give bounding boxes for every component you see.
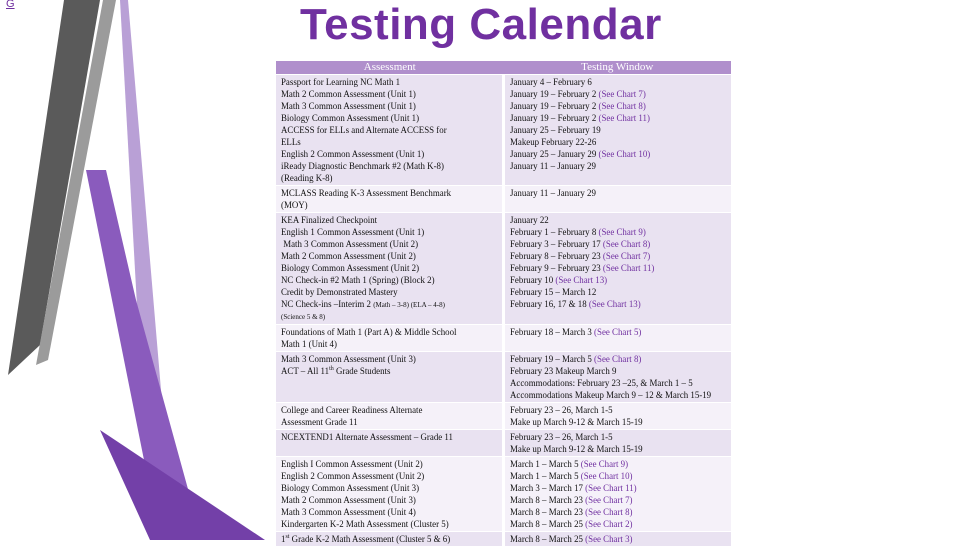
window-dates: January 11 – January 29	[510, 188, 596, 198]
chart-reference: (See Chart 7)	[585, 495, 633, 505]
chart-reference: (See Chart 7)	[602, 251, 651, 261]
window-line	[510, 136, 727, 148]
assessment-name: Math 3 Common Assessment (Unit 2)	[281, 239, 419, 249]
window-dates: February 23 – 26, March 1-5	[510, 405, 613, 415]
decorative-swoosh-graphic	[0, 0, 270, 540]
first-grade-line	[281, 533, 498, 545]
table-row	[276, 213, 731, 325]
window-cell	[504, 403, 732, 430]
window-dates: March 8 – March 25	[510, 534, 586, 544]
window-dates: February 8 – February 23	[510, 251, 603, 261]
chart-reference: (See Chart 11)	[598, 113, 650, 123]
assessment-name: Assessment Grade 11	[281, 417, 358, 427]
assessment-name: College and Career Readiness Alternate	[281, 405, 423, 415]
window-dates: January 4 – February 6	[510, 77, 592, 87]
assessment-name: Passport for Learning NC Math 1	[281, 77, 401, 87]
window-cell	[504, 213, 732, 325]
assessment-name: English 2 Common Assessment (Unit 2)	[281, 471, 425, 481]
chart-reference: (See Chart 10)	[580, 471, 633, 481]
window-line	[510, 326, 727, 338]
window-line	[510, 404, 727, 416]
chart-reference: (See Chart 5)	[594, 327, 642, 337]
window-line	[510, 214, 727, 226]
window-cell	[504, 430, 732, 457]
chart-reference: (See Chart 8)	[598, 101, 646, 111]
window-line	[510, 298, 727, 310]
window-dates: January 11 – January 29	[510, 161, 596, 171]
window-line	[510, 187, 727, 199]
window-line	[510, 518, 727, 530]
window-dates: Make up March 9-12 & March 15-19	[510, 444, 643, 454]
window-line	[510, 365, 727, 377]
chart-reference: (See Chart 8)	[594, 354, 642, 364]
table-row	[276, 352, 731, 403]
assessment-name: Biology Common Assessment (Unit 3)	[281, 483, 420, 493]
chart-reference: (See Chart 3)	[585, 534, 633, 544]
window-dates: January 25 – January 29	[510, 149, 599, 159]
table-row	[276, 457, 731, 532]
window-dates: January 22	[510, 215, 549, 225]
assessment-name: Biology Common Assessment (Unit 1)	[281, 113, 420, 123]
window-line	[510, 443, 727, 455]
window-line	[510, 148, 727, 160]
window-dates: January 19 – February 2	[510, 89, 599, 99]
assessment-cell	[276, 75, 504, 186]
assessment-name: Foundations of Math 1 (Part A) & Middle School	[281, 327, 457, 337]
window-line	[510, 494, 727, 506]
assessment-name: MCLASS Reading K-3 Assessment Benchmark	[281, 188, 452, 198]
assessment-name: Math 2 Common Assessment (Unit 1)	[281, 89, 416, 99]
act-title: ACT – All 11	[281, 366, 330, 376]
window-dates: Make up March 9-12 & March 15-19	[510, 417, 643, 427]
window-line	[510, 250, 727, 262]
window-cell	[504, 532, 732, 547]
first-grade-rest: Grade K-2 Math Assessment (Cluster 5 & 6)	[289, 534, 451, 544]
assessment-name: NC Check-in #2 Math 1 (Spring) (Block 2)	[281, 275, 435, 285]
assessment-name: ACCESS for ELLs and Alternate ACCESS for	[281, 125, 447, 135]
table-header-row	[276, 61, 731, 75]
window-cell	[504, 186, 732, 213]
page-title: Testing Calendar	[300, 0, 662, 49]
assessment-name: Math 3 Common Assessment (Unit 4)	[281, 507, 416, 517]
assessment-name: (MOY)	[281, 200, 308, 210]
chart-reference: (See Chart 10)	[598, 149, 651, 159]
chart-reference: (See Chart 13)	[588, 299, 641, 309]
window-cell	[504, 352, 732, 403]
window-line	[510, 100, 727, 112]
assessment-name: English 1 Common Assessment (Unit 1)	[281, 227, 425, 237]
window-dates: March 3 – March 17	[510, 483, 586, 493]
assessment-name: Math 3 Common Assessment (Unit 1)	[281, 101, 416, 111]
assessment-name: Credit by Demonstrated Mastery	[281, 287, 398, 297]
window-line	[510, 389, 727, 401]
window-dates: March 8 – March 23	[510, 495, 586, 505]
window-dates: February 9 – February 23	[510, 263, 603, 273]
assessment-name: English I Common Assessment (Unit 2)	[281, 459, 423, 469]
table-row	[276, 75, 731, 186]
chart-reference: (See Chart 8)	[602, 239, 651, 249]
assessment-name: NCEXTEND1 Alternate Assessment – Grade 11	[281, 432, 453, 442]
window-dates: February 23 Makeup March 9	[510, 366, 617, 376]
window-cell	[504, 75, 732, 186]
window-dates: February 19 – March 5	[510, 354, 595, 364]
window-dates: March 8 – March 25	[510, 519, 586, 529]
window-dates: February 15 – March 12	[510, 287, 597, 297]
window-line	[510, 353, 727, 365]
assessment-name: Math 3 Common Assessment (Unit 3)	[281, 354, 416, 364]
assessment-cell	[276, 352, 504, 403]
deep-purple-swoosh	[100, 430, 265, 540]
window-cell	[504, 325, 732, 352]
window-line	[510, 470, 727, 482]
table-row	[276, 532, 731, 547]
interim-title: NC Check-ins –Interim 2	[281, 299, 374, 309]
window-dates: February 16, 17 & 18	[510, 299, 589, 309]
testing-calendar-table	[276, 61, 731, 547]
grade-number: 1	[281, 534, 286, 544]
window-line	[510, 124, 727, 136]
chart-reference: (See Chart 11)	[585, 483, 637, 493]
window-line	[510, 458, 727, 470]
window-line	[510, 431, 727, 443]
table-row	[276, 325, 731, 352]
window-line	[510, 76, 727, 88]
window-line	[510, 274, 727, 286]
act-ordinal: th	[329, 366, 334, 373]
window-line	[510, 262, 727, 274]
grade-ordinal: st	[285, 534, 290, 541]
window-dates: January 25 – February 19	[510, 125, 601, 135]
assessment-name: English 2 Common Assessment (Unit 1)	[281, 149, 425, 159]
window-cell	[504, 457, 732, 532]
assessment-cell	[276, 186, 504, 213]
assessment-cell	[276, 532, 504, 547]
table-row	[276, 403, 731, 430]
chart-reference: (See Chart 9)	[580, 459, 629, 469]
window-line	[510, 533, 727, 545]
assessment-cell	[276, 213, 504, 325]
table-row	[276, 186, 731, 213]
assessment-name: iReady Diagnostic Benchmark #2 (Math K-8)	[281, 161, 444, 171]
interim-science: (Science 5 & 8)	[281, 313, 326, 321]
chart-reference: (See Chart 13)	[555, 275, 608, 285]
assessment-cell	[276, 457, 504, 532]
assessment-name: Kindergarten K-2 Math Assessment (Cluster 5)	[281, 519, 449, 529]
chart-reference: (See Chart 7)	[598, 89, 646, 99]
act-rest: Grade Students	[333, 366, 391, 376]
window-dates: January 19 – February 2	[510, 113, 599, 123]
window-line	[510, 286, 727, 298]
assessment-name: Math 2 Common Assessment (Unit 3)	[281, 495, 416, 505]
window-line	[510, 88, 727, 100]
act-line	[281, 365, 498, 377]
assessment-name: ELLs	[281, 137, 301, 147]
interim-assessment-line	[281, 298, 498, 311]
window-dates: Accommodations Makeup March 9 – 12 & March 15-19	[510, 390, 712, 400]
window-line	[510, 226, 727, 238]
chart-reference: (See Chart 2)	[585, 519, 633, 529]
window-dates: February 1 – February 8	[510, 227, 599, 237]
window-line	[510, 160, 727, 172]
header-testing-window: Testing Window	[504, 61, 732, 75]
window-dates: February 18 – March 3	[510, 327, 595, 337]
assessment-name: Math 1 (Unit 4)	[281, 339, 337, 349]
window-line	[510, 377, 727, 389]
window-dates: Accommodations: February 23 –25, & March 1 – 5	[510, 378, 693, 388]
assessment-cell	[276, 430, 504, 457]
window-dates: Makeup February 22-26	[510, 137, 597, 147]
assessment-name: Biology Common Assessment (Unit 2)	[281, 263, 420, 273]
assessment-name: KEA Finalized Checkpoint	[281, 215, 378, 225]
window-line	[510, 112, 727, 124]
interim-subjects: (Math – 3-8) (ELA – 4-8)	[373, 301, 445, 309]
window-dates: March 8 – March 23	[510, 507, 586, 517]
chart-reference: (See Chart 9)	[598, 227, 646, 237]
assessment-name: (Reading K-8)	[281, 173, 333, 183]
window-dates: February 23 – 26, March 1-5	[510, 432, 613, 442]
corner-mark-link[interactable]: G	[6, 0, 15, 10]
assessment-name: Math 2 Common Assessment (Unit 2)	[281, 251, 416, 261]
window-dates: February 10	[510, 275, 556, 285]
table-row	[276, 430, 731, 457]
window-line	[510, 416, 727, 428]
window-dates: March 1 – March 5	[510, 471, 581, 481]
window-dates: January 19 – February 2	[510, 101, 599, 111]
assessment-cell	[276, 403, 504, 430]
chart-reference: (See Chart 8)	[585, 507, 633, 517]
window-dates: March 1 – March 5	[510, 459, 581, 469]
window-line	[510, 506, 727, 518]
window-line	[510, 238, 727, 250]
window-dates: February 3 – February 17	[510, 239, 603, 249]
assessment-cell	[276, 325, 504, 352]
header-assessment: Assessment	[276, 61, 504, 75]
chart-reference: (See Chart 11)	[602, 263, 655, 273]
window-line	[510, 482, 727, 494]
